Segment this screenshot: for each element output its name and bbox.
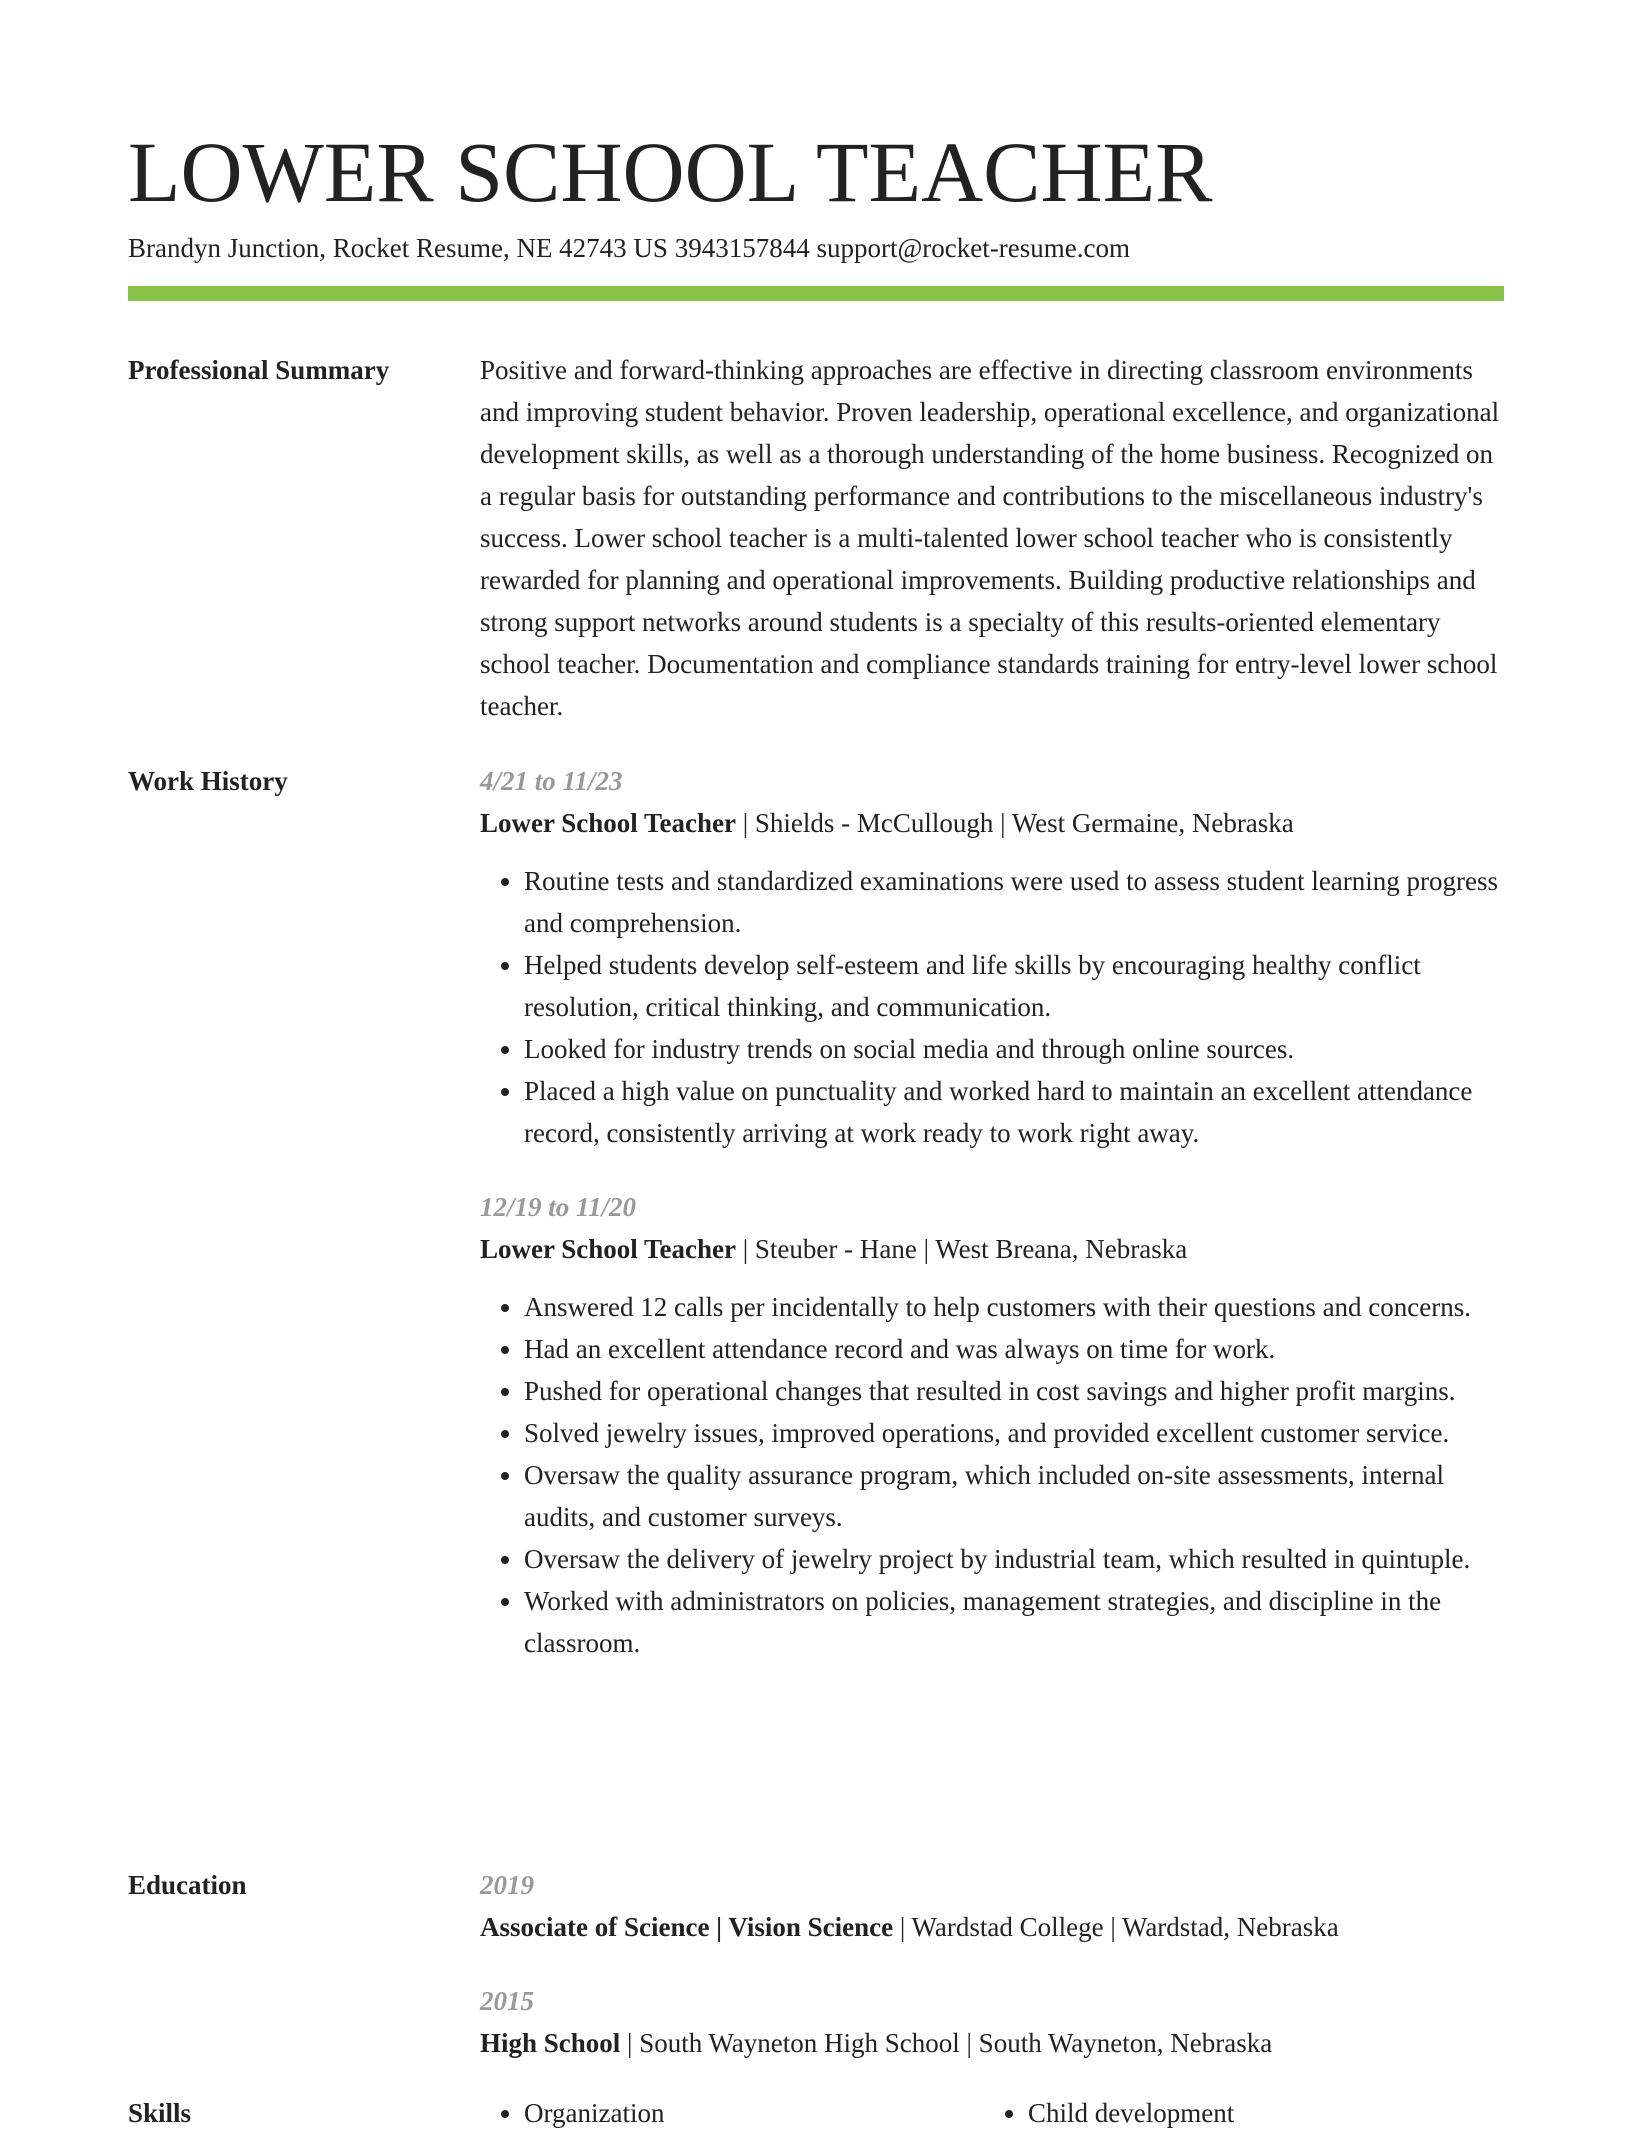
education-details: | South Wayneton High School | South Wayneton, Nebraska (620, 2028, 1273, 2058)
list-item: • Had an excellent attendance record and was always on time for work. (524, 1328, 1504, 1370)
list-item: • Routine tests and standardized examinations were used to assess student learning progress and comprehension. (524, 860, 1504, 944)
work-history-label: Work History (128, 766, 288, 796)
job-bullets (480, 1286, 1504, 1664)
list-item: • Solved jewelry issues, improved operations, and provided excellent customer service. (524, 1412, 1504, 1454)
education-heading (480, 1906, 1504, 1948)
list-item: • Placed a high value on punctuality and worked hard to maintain an excellent attendance record, consistently arriving at work ready to work right away. (524, 1070, 1504, 1154)
list-item: • Worked with administrators on policies, management strategies, and discipline in the classroom. (524, 1580, 1504, 1664)
job-title: Lower School Teacher (480, 808, 736, 838)
job-entry (480, 760, 1504, 1154)
education-label: Education (128, 1870, 247, 1900)
education-year: 2019 (480, 1870, 534, 1900)
job-details: | Shields - McCullough | West Germaine, Nebraska (736, 808, 1294, 838)
education-entry (480, 1980, 1504, 2064)
job-bullets (480, 860, 1504, 1154)
resume-title: LOWER SCHOOL TEACHER (128, 124, 1213, 220)
skills-columns (480, 2092, 1504, 2134)
skills-list-right (984, 2092, 1488, 2134)
job-details: | Steuber - Hane | West Breana, Nebraska (736, 1234, 1188, 1264)
education-heading (480, 2022, 1504, 2064)
education-details: | Wardstad College | Wardstad, Nebraska (893, 1912, 1339, 1942)
list-item: • Answered 12 calls per incidentally to help customers with their questions and concerns. (524, 1286, 1504, 1328)
skills-list-left (480, 2092, 984, 2134)
education-degree: High School (480, 2028, 621, 2058)
list-item: • Pushed for operational changes that resulted in cost savings and higher profit margins. (524, 1370, 1504, 1412)
job-heading (480, 802, 1504, 844)
job-dates: 4/21 to 11/23 (480, 766, 623, 796)
education-degree: Associate of Science | Vision Science (480, 1912, 894, 1942)
job-title: Lower School Teacher (480, 1234, 736, 1264)
list-item: • Helped students develop self-esteem and life skills by encouraging healthy conflict resolution, critical thinking, and communication. (524, 944, 1504, 1028)
job-dates: 12/19 to 11/20 (480, 1192, 637, 1222)
contact-line: Brandyn Junction, Rocket Resume, NE 42743 US 3943157844 support@rocket-resume.com (128, 233, 1130, 263)
skills-label: Skills (128, 2098, 192, 2128)
list-item: • Looked for industry trends on social media and through online sources. (524, 1028, 1504, 1070)
education-year: 2015 (480, 1986, 534, 2016)
list-item: • Oversaw the delivery of jewelry project by industrial team, which resulted in quintuple. (524, 1538, 1504, 1580)
list-item: • Organization (524, 2092, 984, 2134)
job-entry (480, 1186, 1504, 1664)
education-entry (480, 1864, 1504, 1948)
list-item: • Child development (1028, 2092, 1488, 2134)
summary-label: Professional Summary (128, 355, 390, 385)
list-item: • Oversaw the quality assurance program, which included on-site assessments, internal audits, and customer surveys. (524, 1454, 1504, 1538)
accent-divider (128, 286, 1504, 301)
summary-text: Positive and forward-thinking approaches are effective in directing classroom environments and improving student behavior. Proven leadership, operational excellence, and organizational development skills, as well as a thorough understanding of the home business. Recognized on a regular basis for outstanding performance and contributions to the miscellaneous industry's success. Lower school teacher is a multi-talented lower school teacher who is consistently rewarded for planning and operational improvements. Building productive relationships and strong support networks around students is a specialty of this results-oriented elementary school teacher. Documentation and compliance standards training for entry-level lower school teacher. (480, 355, 1500, 721)
job-heading (480, 1228, 1504, 1270)
